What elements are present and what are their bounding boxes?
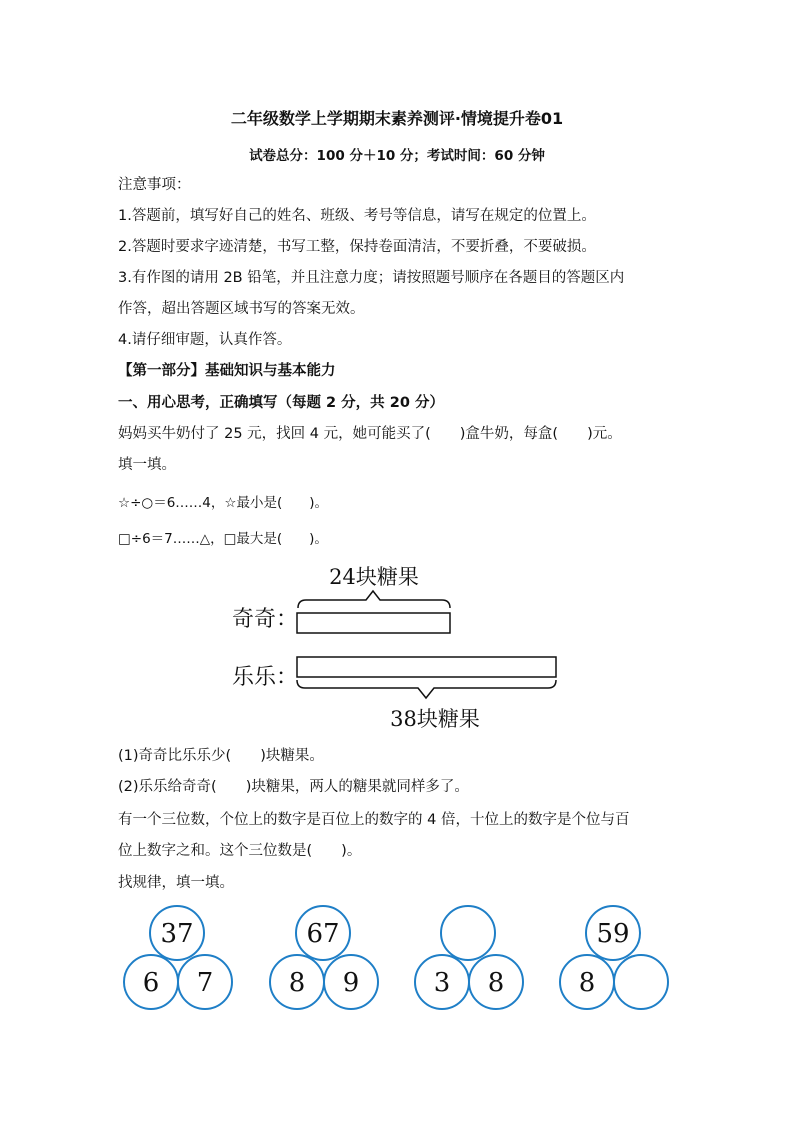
circle-right-4	[614, 955, 668, 1009]
circle-number-right-2: 9	[342, 968, 360, 998]
question-1: 妈妈买牛奶付了 25 元，找回 4 元，她可能买了( )盒牛奶，每盒( )元。	[118, 426, 622, 442]
note-item-2: 2.答题时要求字迹清楚，书写工整，保持卷面清洁，不要折叠，不要破损。	[118, 239, 596, 255]
bottom-brace	[297, 680, 556, 698]
top-label: 24块糖果	[329, 565, 419, 589]
note-item-1: 1.答题前，填写好自己的姓名、班级、考号等信息，请写在规定的位置上。	[118, 208, 596, 224]
question-3-a: (1)奇奇比乐乐少( )块糖果。	[118, 748, 324, 764]
note-item-4: 4.请仔细审题，认真作答。	[118, 332, 292, 348]
question-4-line-2: 位上数字之和。这个三位数是( )。	[118, 843, 362, 859]
circle-number-left-3: 3	[433, 968, 451, 998]
section-heading: 一、用心思考，正确填写（每题 2 分，共 20 分）	[118, 395, 444, 411]
circle-top-3	[441, 906, 495, 960]
number-circles	[100, 895, 700, 1020]
circle-number-top-2: 67	[306, 919, 340, 949]
question-2-a: ☆÷○＝6……4，☆最小是( )。	[118, 495, 329, 511]
question-3-b: (2)乐乐给奇奇( )块糖果，两人的糖果就同样多了。	[118, 779, 469, 795]
question-2-b: □÷6＝7……△，□最大是( )。	[118, 531, 328, 547]
notes-heading: 注意事项：	[118, 177, 191, 193]
question-4-line-1: 有一个三位数，个位上的数字是百位上的数字的 4 倍，十位上的数字是个位与百	[118, 812, 630, 828]
qiqi-bar	[297, 613, 450, 633]
exam-info: 试卷总分：100 分＋10 分；考试时间：60 分钟	[249, 148, 545, 164]
candy-diagram	[220, 560, 580, 735]
circle-number-left-4: 8	[578, 968, 596, 998]
row2-name: 乐乐：	[232, 665, 299, 690]
circle-number-right-3: 8	[487, 968, 505, 998]
circle-number-top-1: 37	[160, 919, 194, 949]
top-brace	[298, 591, 450, 608]
circle-number-left-1: 6	[142, 968, 160, 998]
lele-bar	[297, 657, 556, 677]
note-item-3: 3.有作图的请用 2B 铅笔，并且注意力度；请按照题号顺序在各题目的答题区内	[118, 270, 625, 286]
question-5-intro: 找规律，填一填。	[118, 875, 234, 891]
circle-number-top-4: 59	[596, 919, 630, 949]
row1-name: 奇奇：	[232, 607, 299, 632]
bottom-label: 38块糖果	[390, 707, 480, 731]
page-title: 二年级数学上学期期末素养测评·情境提升卷01	[230, 109, 564, 128]
circle-number-left-2: 8	[288, 968, 306, 998]
part-title: 【第一部分】基础知识与基本能力	[118, 363, 336, 379]
circle-number-right-1: 7	[196, 968, 214, 998]
question-2-intro: 填一填。	[118, 457, 176, 473]
note-item-3-cont: 作答，超出答题区域书写的答案无效。	[118, 301, 365, 317]
